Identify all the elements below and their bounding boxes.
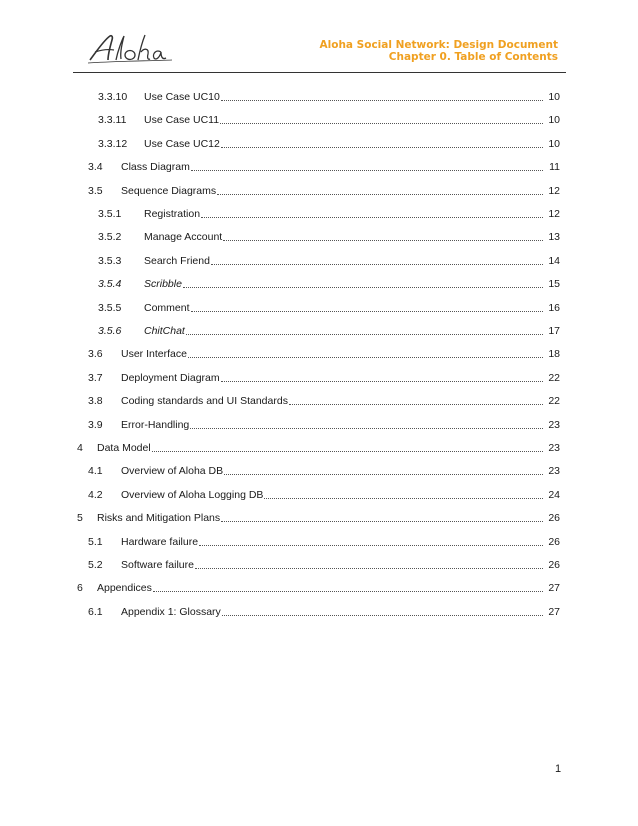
toc-dot-leader [221, 147, 543, 148]
toc-dot-leader [191, 311, 543, 312]
toc-entry-title: Appendix 1: Glossary [121, 605, 221, 618]
toc-dot-leader [217, 194, 543, 195]
toc-entry-title: Class Diagram [121, 161, 190, 174]
toc-entry-number: 3.6 [88, 348, 103, 361]
toc-entry-page: 17 [548, 325, 560, 337]
toc-entry-number: 3.5.4 [98, 278, 122, 291]
toc-entry-page: 22 [548, 371, 560, 384]
toc-dot-leader [211, 264, 543, 265]
toc-entry-title: Search Friend [144, 254, 210, 267]
toc-entry-number: 4.2 [88, 488, 103, 501]
toc-entry[interactable] [98, 205, 560, 221]
toc-entry-page: 26 [548, 559, 560, 571]
toc-dot-leader [264, 498, 543, 499]
toc-entry[interactable] [98, 111, 560, 127]
aloha-logo [86, 30, 176, 66]
toc-entry-number: 3.3.10 [98, 91, 128, 103]
toc-entry-number: 3.5.1 [98, 208, 122, 220]
toc-entry-title: Registration [144, 208, 201, 220]
toc-entry-title: Overview of Aloha Logging DB [121, 488, 264, 501]
toc-entry-title: Hardware failure [121, 535, 199, 548]
toc-entry-title: Comment [144, 301, 190, 314]
toc-entry[interactable] [98, 252, 560, 268]
toc-dot-leader [195, 568, 543, 569]
toc-dot-leader [152, 451, 543, 452]
toc-entry-page: 10 [548, 114, 560, 127]
toc-dot-leader [186, 334, 543, 335]
toc-entry-title: ChitChat [144, 325, 185, 337]
toc-entry-number: 3.5.5 [98, 301, 122, 314]
toc-entry-title: Appendices [97, 582, 152, 595]
toc-entry-title: Manage Account [144, 231, 223, 244]
toc-entry-page: 16 [548, 301, 560, 314]
toc-dot-leader [289, 404, 543, 405]
toc-dot-leader [153, 591, 543, 592]
chapter-title: Chapter 0. Table of Contents [388, 51, 558, 63]
toc-entry-title: Deployment Diagram [121, 371, 220, 384]
page-number: 1 [555, 763, 562, 775]
toc-entry-page: 15 [548, 278, 560, 291]
toc-entry-title: Use Case UC11 [144, 114, 220, 127]
toc-entry[interactable] [98, 228, 560, 244]
toc-entry-number: 4 [77, 442, 83, 454]
toc-entry-page: 12 [548, 208, 560, 220]
toc-entry-number: 3.3.12 [98, 137, 128, 150]
toc-entry-number: 3.5 [88, 184, 103, 197]
toc-entry-number: 3.7 [88, 371, 103, 384]
toc-entry[interactable] [98, 88, 560, 104]
toc-entry-title: Data Model [97, 442, 151, 454]
toc-entry-number: 3.3.11 [98, 114, 127, 127]
toc-entry-title: Use Case UC12 [144, 137, 220, 150]
toc-entry-page: 23 [548, 465, 560, 478]
toc-entry[interactable] [77, 509, 560, 525]
toc-entry-page: 27 [548, 582, 560, 595]
toc-entry-title: Overview of Aloha DB [121, 465, 224, 478]
toc-entry-title: Risks and Mitigation Plans [97, 512, 221, 525]
toc-entry[interactable] [98, 299, 560, 315]
toc-entry-number: 3.5.6 [98, 325, 122, 337]
toc-entry-page: 18 [548, 348, 560, 361]
toc-entry-title: Scribble [144, 278, 182, 291]
toc-entry[interactable] [88, 462, 560, 478]
toc-entry[interactable] [88, 158, 560, 174]
toc-entry-page: 11 [549, 161, 560, 174]
toc-entry-page: 23 [548, 442, 560, 454]
toc-entry-number: 3.5.2 [98, 231, 122, 244]
toc-dot-leader [222, 615, 543, 616]
toc-dot-leader [221, 100, 543, 101]
toc-entry-number: 3.4 [88, 161, 103, 174]
toc-entry-page: 26 [548, 535, 560, 548]
toc-dot-leader [199, 545, 543, 546]
document-title: Aloha Social Network: Design Document [319, 39, 558, 51]
toc-entry-page: 27 [548, 605, 560, 618]
toc-entry-number: 3.5.3 [98, 254, 122, 267]
toc-entry[interactable] [88, 603, 560, 619]
toc-entry-number: 5.1 [88, 535, 103, 548]
toc-dot-leader [183, 287, 543, 288]
toc-entry[interactable] [88, 392, 560, 408]
toc-entry[interactable] [98, 275, 560, 291]
toc-entry-number: 3.8 [88, 395, 103, 408]
toc-entry-number: 6.1 [88, 605, 103, 618]
header-rule [73, 72, 566, 73]
toc-dot-leader [223, 240, 543, 241]
toc-entry-page: 12 [548, 184, 560, 197]
toc-entry-page: 10 [548, 137, 560, 150]
toc-entry[interactable] [88, 533, 560, 549]
toc-entry-number: 5 [77, 512, 83, 525]
toc-entry-title: Coding standards and UI Standards [121, 395, 288, 408]
toc-dot-leader [224, 474, 543, 475]
toc-entry[interactable] [98, 322, 560, 338]
toc-entry[interactable] [77, 579, 560, 595]
toc-dot-leader [201, 217, 543, 218]
toc-entry[interactable] [88, 486, 560, 502]
toc-entry-page: 22 [548, 395, 560, 408]
toc-dot-leader [191, 170, 543, 171]
toc-entry[interactable] [88, 345, 560, 361]
toc-entry-page: 10 [548, 91, 560, 103]
toc-entry-page: 14 [548, 254, 560, 267]
toc-entry-number: 3.9 [88, 418, 103, 431]
toc-entry-title: Error-Handling [121, 418, 190, 431]
toc-dot-leader [221, 521, 543, 522]
toc-entry[interactable] [88, 416, 560, 432]
toc-entry-title: Sequence Diagrams [121, 184, 217, 197]
toc-entry-title: Software failure [121, 559, 194, 571]
toc-entry[interactable] [88, 182, 560, 198]
toc-entry[interactable] [77, 439, 560, 455]
toc-entry-title: Use Case UC10 [144, 91, 220, 103]
running-header [320, 39, 558, 63]
toc-entry[interactable] [88, 369, 560, 385]
toc-dot-leader [220, 123, 543, 124]
toc-dot-leader [221, 381, 543, 382]
toc-entry-page: 23 [548, 418, 560, 431]
toc-entry-page: 13 [548, 231, 560, 244]
toc-dot-leader [188, 357, 543, 358]
toc-entry-number: 4.1 [88, 465, 103, 478]
toc-entry-page: 26 [548, 512, 560, 525]
toc-entry-title: User Interface [121, 348, 187, 361]
toc-entry-number: 6 [77, 582, 83, 595]
toc-entry-number: 5.2 [88, 559, 103, 571]
toc-dot-leader [190, 428, 543, 429]
toc-entry[interactable] [88, 556, 560, 572]
toc-entry-page: 24 [548, 488, 560, 501]
toc-entry[interactable] [98, 135, 560, 151]
